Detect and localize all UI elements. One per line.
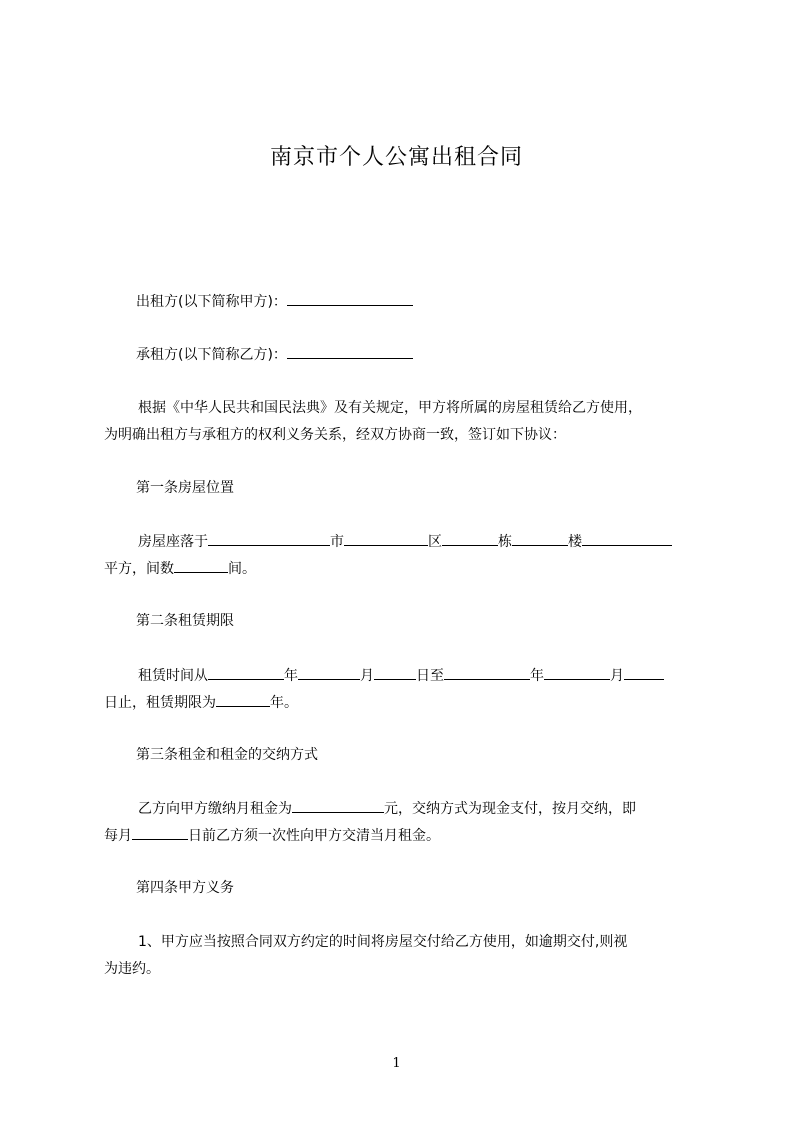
a2-year-label: 年 (284, 668, 298, 684)
a2-day-to-label: 日至 (416, 668, 444, 684)
a2-end-month-blank (544, 665, 610, 680)
preamble-line-1: 根据《中华人民共和国民法典》及有关规定，甲方将所属的房屋租赁给乙方使用， (138, 400, 642, 416)
lessor-label: 出租方(以下简称甲方)： (136, 294, 287, 310)
a3-day-blank (132, 825, 188, 840)
page-number: 1 (392, 1056, 401, 1071)
a3-before-label: 日前乙方须一次性向甲方交清当月租金。 (188, 828, 440, 844)
a1-city-blank (344, 531, 428, 546)
a2-term-blank (216, 692, 270, 707)
a3-yuan-label: 元，交纳方式为现金支付，按月交纳，即 (384, 801, 636, 817)
document-title: 南京市个人公寓出租合同 (269, 145, 523, 170)
article3-line-2 (104, 825, 704, 846)
a2-end-year-blank (444, 665, 530, 680)
lessee-blank (287, 344, 413, 359)
a1-city-label: 市 (330, 534, 344, 550)
a1-address-blank (208, 531, 330, 546)
a2-year2-label: 年 (530, 668, 544, 684)
article1-title: 第一条房屋位置 (136, 480, 234, 496)
lessee-label: 承租方(以下简称乙方)： (136, 347, 287, 363)
article2-title: 第二条租赁期限 (136, 613, 234, 629)
a2-until-label: 日止，租赁期限为 (104, 695, 216, 711)
a2-start-month-blank (298, 665, 360, 680)
article3-line-1 (104, 798, 738, 819)
a1-district-blank (442, 531, 498, 546)
preamble-line-2: 为明确出租方与承租方的权利义务关系，经双方协商一致，签订如下协议： (104, 427, 566, 443)
article4-item1-line-2: 为违约。 (104, 961, 160, 977)
article4-title: 第四条甲方义务 (136, 880, 234, 896)
a2-from-label: 租赁时间从 (138, 668, 208, 684)
a2-month-label: 月 (360, 668, 374, 684)
article4-item1-line-1: 1、甲方应当按照合同双方约定的时间将房屋交付给乙方使用，如逾期交付,则视 (138, 934, 628, 950)
lessor-blank (287, 291, 413, 306)
lessee-line (104, 344, 736, 365)
a3-monthly-label: 每月 (104, 828, 132, 844)
a1-district-label: 区 (428, 534, 442, 550)
a2-start-day-blank (374, 665, 416, 680)
a1-sqm-label: 平方，间数 (104, 561, 174, 577)
a1-building-label: 栋 (498, 534, 512, 550)
a1-rooms-label: 间。 (228, 561, 256, 577)
lessor-line (104, 291, 736, 312)
article1-line-2 (104, 558, 704, 579)
article3-title: 第三条租金和租金的交纳方式 (136, 747, 318, 763)
a1-located-label: 房屋座落于 (138, 534, 208, 550)
a2-years-label: 年。 (270, 695, 298, 711)
a1-rooms-blank (174, 558, 228, 573)
article2-line-2 (104, 692, 704, 713)
a2-start-year-blank (208, 665, 284, 680)
article1-line-1 (104, 531, 738, 552)
article2-line-1 (104, 665, 738, 686)
a1-floor-blank (582, 531, 672, 546)
a2-month2-label: 月 (610, 668, 624, 684)
a3-rent-blank (292, 798, 384, 813)
a2-end-day-blank (624, 665, 664, 680)
a1-floor-label: 楼 (568, 534, 582, 550)
a1-building-blank (512, 531, 568, 546)
a3-pay-label: 乙方向甲方缴纳月租金为 (138, 801, 292, 817)
